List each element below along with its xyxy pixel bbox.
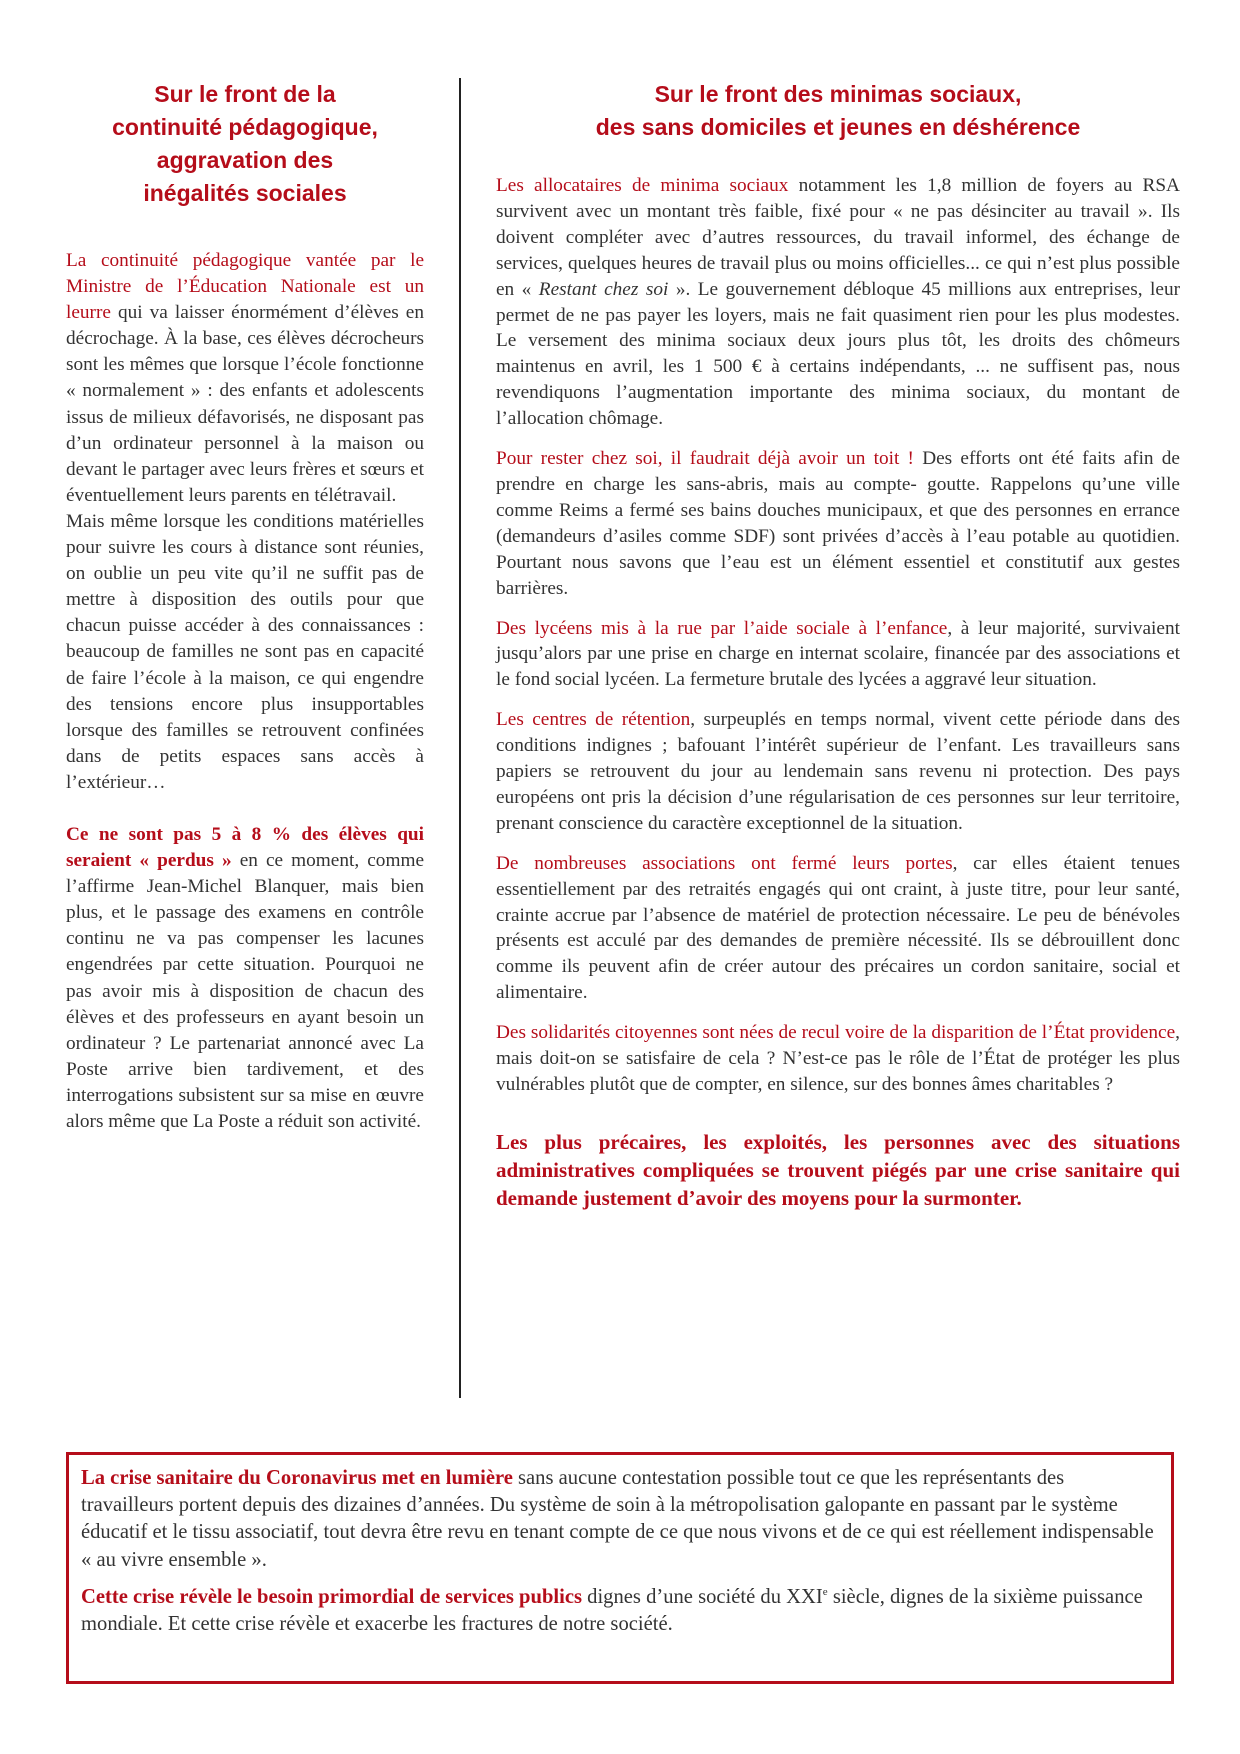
box-paragraph-1 (81, 1465, 1159, 1574)
paragraph-lead: Des lycéens mis à la rue par l’aide sociale à l’enfance (496, 617, 948, 639)
right-paragraph-associations (496, 851, 1180, 1006)
right-paragraph-lyceens (496, 616, 1180, 694)
left-column-title (66, 78, 424, 210)
right-paragraph-toit (496, 446, 1180, 601)
paragraph-lead: La crise sanitaire du Coronavirus met en lumière (81, 1467, 513, 1489)
left-paragraph-2: Mais même lorsque les conditions matérielles pour suivre les cours à distance sont réunies, on oublie un peu vite qu’il ne suffit pas de mettre à disposition des outils pour que chacun puisse accéder à des connaissances : beaucoup de familles ne sont pas en capacité de faire l’école à la maison, ce qui engendre des tensions encore plus insupportables lorsque des familles se retrouvent confinées dans de petits espaces sans accès à l’extérieur… (66, 510, 424, 793)
right-title-line: des sans domiciles et jeunes en déshérence (595, 114, 1081, 140)
right-paragraph-solidarites (496, 1020, 1180, 1098)
left-paragraph-1 (66, 248, 424, 509)
paragraph-body: , surpeuplés en temps normal, vivent cette période dans des conditions indignes ; bafouant l’intérêt supérieur de l’enfant. Les travailleurs sans papiers se retrouvent du jour au lendemain sans revenu ni protection. Des pays européens ont pris la décision d’une régularisation de ces personnes sur leur territoire, prenant conscience du caractère exceptionnel de la situation. (496, 709, 1180, 834)
paragraph-lead: De nombreuses associations ont fermé leurs portes (496, 852, 953, 874)
paragraph-lead: Pour rester chez soi, il faudrait déjà avoir un toit ! (496, 448, 914, 470)
paragraph-body: siècle, dignes de la sixième puissance mondiale. Et cette crise révèle et exacerbe les fractures de notre société. (81, 1585, 1143, 1636)
box-paragraph-2 (81, 1584, 1159, 1638)
right-paragraph-minima (496, 173, 1180, 432)
right-paragraph-retention (496, 707, 1180, 837)
paragraph-lead: Des solidarités citoyennes sont nées de recul voire de la disparition de l’État providence (496, 1022, 1176, 1044)
paragraph-lead: La continuité pédagogique vantée par le Ministre de l’Éducation Nationale est un leurre (66, 250, 424, 324)
right-conclusion: Les plus précaires, les exploités, les personnes avec des situations administratives compliquées se trouvent piégés par une crise sanitaire qui demande justement d’avoir des moyens pour la surmonter. (496, 1129, 1180, 1210)
paragraph-body: Des efforts ont été faits afin de prendre en charge les sans-abris, mais au compte- goutte. Rappelons qu’une ville comme Reims a fermé ses bains douches municipaux, et que des personnes en errance (demandeurs d’asiles comme SDF) sont privées d’accès à l’eau potable au quotidien. Pourtant nous savons que l’eau est un élément essentiel et constitutif aux gestes barrières. (496, 448, 1180, 599)
paragraph-body: ». Le gouvernement débloque 45 millions aux entreprises, leur permet de ne pas payer les loyers, mais ne fait quasiment rien pour les plus modestes. Le versement des minima sociaux deux jours plus tôt, les droits des chômeurs maintenus en avril, les 1 500 € à certains indépendants, ... ne suffisent pas, nous revendiquons l’augmentation importante des minima sociaux, du montant de l’allocation chômage. (496, 278, 1180, 430)
left-title-line: inégalités sociales (143, 180, 347, 206)
left-title-line: continuité pédagogique, (112, 114, 378, 140)
paragraph-body: en ce moment, comme l’affirme Jean-Michel Blanquer, mais bien plus, et le passage des examens en contrôle continu ne va pas compenser les lacunes engendrées par cette situation. Pourquoi ne pas avoir mis à disposition de chacun des élèves et des professeurs en ayant besoin un ordinateur ? Le partenariat annoncé avec La Poste arrive bien tardivement, et des interrogations subsistent sur sa mise en œuvre alors même que La Poste a réduit son activité. (66, 850, 425, 1132)
right-column (496, 78, 1180, 1226)
paragraph-body: , mais doit-on se satisfaire de cela ? N’est-ce pas le rôle de l’État de protéger les plus vulnérables plutôt que de compter, en silence, sur des bonnes âmes charitables ? (496, 1022, 1180, 1095)
left-paragraph-3 (66, 822, 424, 1135)
left-column (66, 78, 424, 1135)
paragraph-body: , car elles étaient tenues essentiellement par des retraités engagés qui ont craint, à juste titre, pour leur santé, crainte accrue par l’absence de matériel de protection nécessaire. Le peu de bénévoles présents est acculé par des demandes de première nécessité. Ils se débrouillent donc comme ils peuvent afin de créer autour des précaires un cordon sanitaire, social et alimentaire. (496, 852, 1180, 1004)
right-column-title (496, 78, 1180, 144)
paragraph-lead: Ce ne sont pas 5 à 8 % des élèves qui seraient « perdus » (66, 823, 424, 872)
paragraph-body: qui va laisser énormément d’élèves en décrochage. À la base, ces élèves décrocheurs sont les mêmes que lorsque l’école fonctionne « normalement » : des enfants et adolescents issus de milieux défavorisés, ne disposant pas d’un ordinateur personnel à la maison ou devant le partager avec leurs frères et sœurs et éventuellement leurs parents en télétravail. (66, 302, 424, 506)
column-divider (459, 78, 461, 1398)
paragraph-body: , à leur majorité, survivaient jusqu’alors par une prise en charge en internat scolaire, financée par des associations et le fond social lycéen. La fermeture brutale des lycées a aggravé leur situation. (496, 617, 1180, 691)
paragraph-body: notamment les 1,8 million de foyers au RSA survivent avec un montant très faible, fixé pour « ne pas désinciter au travail ». Ils doivent compléter avec d’autres ressources, du travail informel, des échange de services, quelques heures de travail plus ou moins officielles... ce qui n’est plus possible en « (496, 175, 1180, 300)
paragraph-lead: Les centres de rétention (496, 709, 691, 731)
paragraph-lead: Les allocataires de minima sociaux (496, 175, 789, 196)
right-title-line: Sur le front des minimas sociaux, (654, 81, 1022, 107)
superscript: e (822, 1585, 828, 1598)
paragraph-italic: Restant chez soi (538, 278, 669, 300)
paragraph-lead: Cette crise révèle le besoin primordial de services publics (81, 1585, 582, 1608)
left-title-line: aggravation des (156, 147, 334, 173)
paragraph-body: dignes d’une société du XXI (582, 1585, 823, 1608)
paragraph-body: sans aucune contestation possible tout ce que les représentants des travailleurs portent depuis des dizaines d’années. Du système de soin à la métropolisation galopante en passant par le système éducatif et le tissu associatif, tout devra être revu en tenant compte de ce que nous vivons et de ce qui est réellement indispensable « au vivre ensemble ». (81, 1467, 1154, 1571)
left-title-line: Sur le front de la (154, 81, 336, 107)
conclusion-box (66, 1452, 1174, 1684)
